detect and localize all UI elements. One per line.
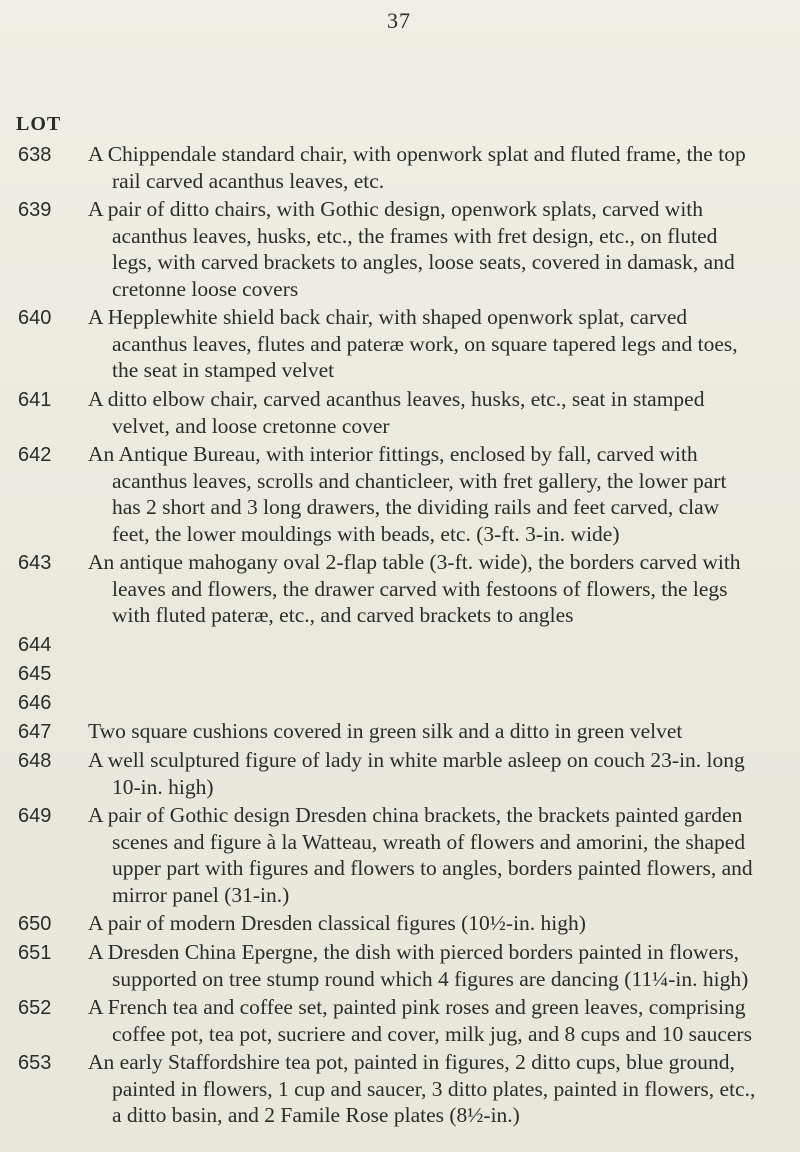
lot-description: A pair of Gothic design Dresden china brackets, the brackets painted garden scenes and figure à la Watteau, wreath of flowers and amorini, the shaped upper part with figures and flowers to angles, borders painted flowers, and mirror panel (31-in.): [88, 803, 753, 907]
lot-number: 642: [18, 444, 52, 466]
lot-description: A pair of ditto chairs, with Gothic design, openwork splats, carved with acanthus leaves, husks, etc., the frames with fret design, etc., on fluted legs, with carved brackets to angles, loose seats, covered in damask, and cretonne loose covers: [88, 197, 735, 301]
lot-number: 650: [18, 913, 52, 935]
lot-description: A Dresden China Epergne, the dish with pierced borders painted in flowers, supported on tree stump round which 4 figures are dancing (11¼-in. high): [88, 940, 749, 991]
lot-number: 651: [18, 942, 52, 964]
lot-column-header: LOT: [16, 113, 62, 135]
lot-description: A Hepplewhite shield back chair, with shaped openwork splat, carved acanthus leaves, flutes and pateræ work, on square tapered legs and toes, the seat in stamped velvet: [88, 305, 738, 382]
lot-number: 643: [18, 552, 52, 574]
lot-description: Two square cushions covered in green silk and a ditto in green velvet: [88, 719, 683, 743]
lot-number: 647: [18, 721, 52, 743]
lot-description: A pair of modern Dresden classical figures (10½-in. high): [88, 911, 586, 935]
lot-description: A ditto elbow chair, carved acanthus leaves, husks, etc., seat in stamped velvet, and loose cretonne cover: [88, 387, 705, 438]
lot-number: 640: [18, 307, 52, 329]
lot-number: 641: [18, 389, 52, 411]
lot-description: An Antique Bureau, with interior fittings, enclosed by fall, carved with acanthus leaves, scrolls and chanticleer, with fret gallery, the lower part has 2 short and 3 long drawers, the dividing rails and feet carved, claw feet, the lower mouldings with beads, etc. (3-ft. 3-in. wide): [88, 442, 727, 546]
lot-number: 649: [18, 805, 52, 827]
lot-description: A Chippendale standard chair, with openwork splat and fluted frame, the top rail carved acanthus leaves, etc.: [88, 142, 746, 193]
lot-number: 644: [18, 634, 52, 656]
lot-number: 648: [18, 750, 52, 772]
lot-number: 645: [18, 663, 52, 685]
lot-number: 653: [18, 1052, 52, 1074]
lot-description: An antique mahogany oval 2-flap table (3-ft. wide), the borders carved with leaves and flowers, the drawer carved with festoons of flowers, the legs with fluted pateræ, etc., and carved brackets to angles: [88, 550, 741, 627]
lot-description: An early Staffordshire tea pot, painted in figures, 2 ditto cups, blue ground, painted in flowers, 1 cup and saucer, 3 ditto plates, painted in flowers, etc., a ditto basin, and 2 Famile Rose plates (8½-in.): [88, 1050, 756, 1127]
lot-number: 646: [18, 692, 52, 714]
lot-description: A well sculptured figure of lady in white marble asleep on couch 23-in. long 10-in. high): [88, 748, 745, 799]
lot-number: 639: [18, 199, 52, 221]
lot-number: 652: [18, 997, 52, 1019]
lot-description: A French tea and coffee set, painted pink roses and green leaves, comprising coffee pot, tea pot, sucriere and cover, milk jug, and 8 cups and 10 saucers: [88, 995, 752, 1046]
page-number: 37: [387, 8, 411, 33]
lot-number: 638: [18, 144, 52, 166]
